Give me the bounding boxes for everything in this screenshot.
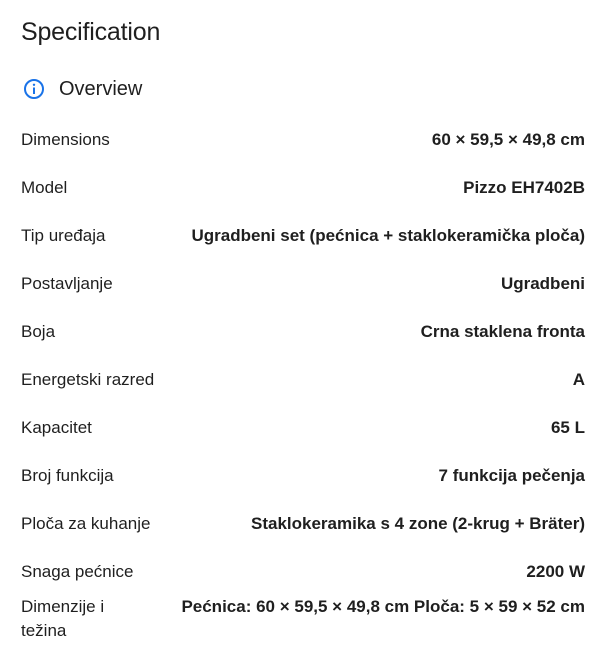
spec-value: Crna staklena fronta [420, 322, 585, 341]
spec-row-dimenzije-i-tezina [21, 595, 585, 655]
spec-label: Snaga pećnice [21, 562, 134, 581]
spec-label: Boja [21, 322, 56, 341]
page-title: Specification [21, 18, 161, 46]
spec-value: 65 L [550, 418, 585, 437]
spec-value: Ugradbeni set (pećnica + staklokeramička ploča) [191, 226, 585, 245]
spec-row-model [21, 163, 585, 211]
spec-value: Pećnica: 60 × 59,5 × 49,8 cm Ploča: 5 × 59 × 52 cm [181, 597, 585, 616]
spec-value: 60 × 59,5 × 49,8 cm [431, 130, 585, 149]
spec-label: Postavljanje [21, 274, 113, 293]
spec-row-dimensions [21, 115, 585, 163]
spec-value: Ugradbeni [500, 274, 585, 293]
spec-list [21, 115, 585, 655]
spec-row-tip-uredaja [21, 211, 585, 259]
spec-label: Dimenzije i težina [21, 597, 105, 640]
spec-label: Energetski razred [21, 370, 155, 389]
section-label: Overview [59, 77, 143, 100]
spec-label: Dimensions [21, 130, 110, 149]
spec-row-boja [21, 307, 585, 355]
spec-label: Kapacitet [21, 418, 92, 437]
spec-row-broj-funkcija [21, 451, 585, 499]
spec-row-kapacitet [21, 403, 585, 451]
spec-value: A [572, 370, 585, 389]
spec-value: Pizzo EH7402B [463, 178, 585, 197]
spec-value: 2200 W [526, 562, 585, 581]
spec-row-ploca-za-kuhanje [21, 499, 585, 547]
spec-row-snaga-pecnice [21, 547, 585, 595]
spec-row-postavljanje [21, 259, 585, 307]
info-icon [23, 78, 45, 100]
spec-value: 7 funkcija pečenja [438, 466, 585, 485]
spec-row-energetski-razred [21, 355, 585, 403]
section-header-overview[interactable] [23, 76, 142, 102]
spec-label: Tip uređaja [21, 226, 106, 245]
spec-label: Model [21, 178, 68, 197]
spec-value: Staklokeramika s 4 zone (2-krug + Bräter) [251, 514, 585, 533]
spec-label: Broj funkcija [21, 466, 114, 485]
spec-label: Ploča za kuhanje [21, 514, 151, 533]
